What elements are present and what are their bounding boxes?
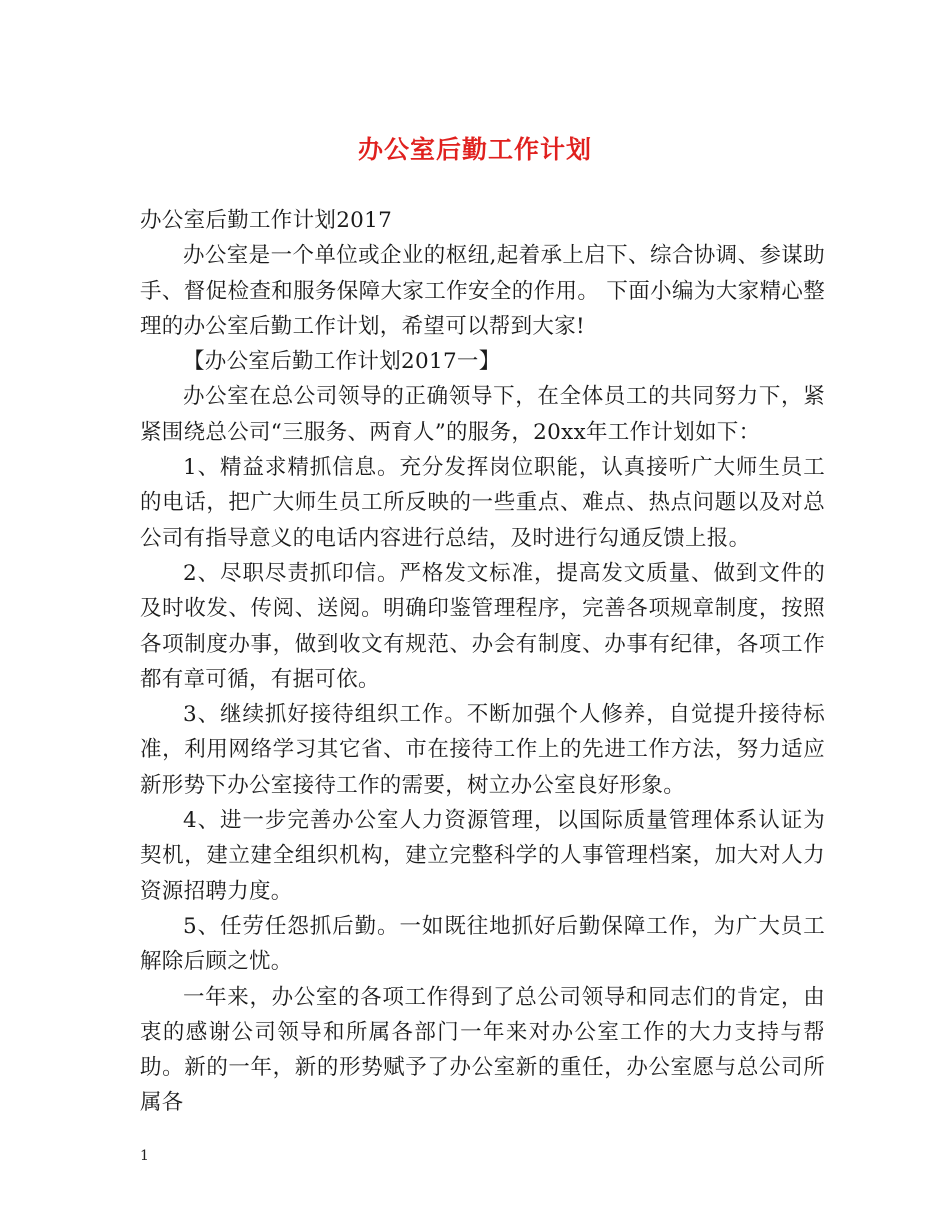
- paragraph-item-2: 2、尽职尽责抓印信。严格发文标准，提高发文质量、做到文件的及时收发、传阅、送阅。明确印鉴管理程序，完善各项规章制度，按照各项制度办事，做到收文有规范、办会有制度、办事有纪律，各项工作都有章可循，有据可依。: [140, 560, 825, 692]
- paragraph-section-heading: 【办公室后勤工作计划2017一】: [183, 349, 501, 375]
- page-number: 1: [140, 1148, 149, 1164]
- paragraph-closing: 一年来，办公室的各项工作得到了总公司领导和同志们的肯定，由衷的感谢公司领导和所属各部门一年来对办公室工作的大力支持与帮助。新的一年，新的形势赋予了办公室新的重任，办公室愿与总公司所属各: [140, 984, 825, 1116]
- paragraph-item-3: 3、继续抓好接待组织工作。不断加强个人修养，自觉提升接待标准，利用网络学习其它省、市在接待工作上的先进工作方法，努力适应新形势下办公室接待工作的需要，树立办公室良好形象。: [140, 702, 825, 798]
- paragraph-item-1: 1、精益求精抓信息。充分发挥岗位职能，认真接听广大师生员工的电话，把广大师生员工所反映的一些重点、难点、热点问题以及对总公司有指导意义的电话内容进行总结，及时进行勾通反馈上报。: [140, 455, 825, 551]
- paragraph-intro: 办公室是一个单位或企业的枢纽,起着承上启下、综合协调、参谋助手、督促检查和服务保障大家工作安全的作用。 下面小编为大家精心整理的办公室后勤工作计划，希望可以帮到大家!: [140, 243, 825, 339]
- paragraph-subtitle: 办公室后勤工作计划2017: [140, 208, 393, 233]
- paragraph-item-4: 4、进一步完善办公室人力资源管理，以国际质量管理体系认证为契机，建立建全组织机构，建立完整科学的人事管理档案，加大对人力资源招聘力度。: [140, 808, 825, 904]
- paragraph-overview: 办公室在总公司领导的正确领导下，在全体员工的共同努力下，紧紧围绕总公司“三服务、两育人”的服务，20xx年工作计划如下：: [140, 384, 825, 445]
- document-body: [140, 203, 825, 1121]
- document-title: 办公室后勤工作计划: [357, 135, 592, 164]
- paragraph-item-5: 5、任劳任怨抓后勤。一如既往地抓好后勤保障工作，为广大员工解除后顾之忧。: [140, 913, 825, 975]
